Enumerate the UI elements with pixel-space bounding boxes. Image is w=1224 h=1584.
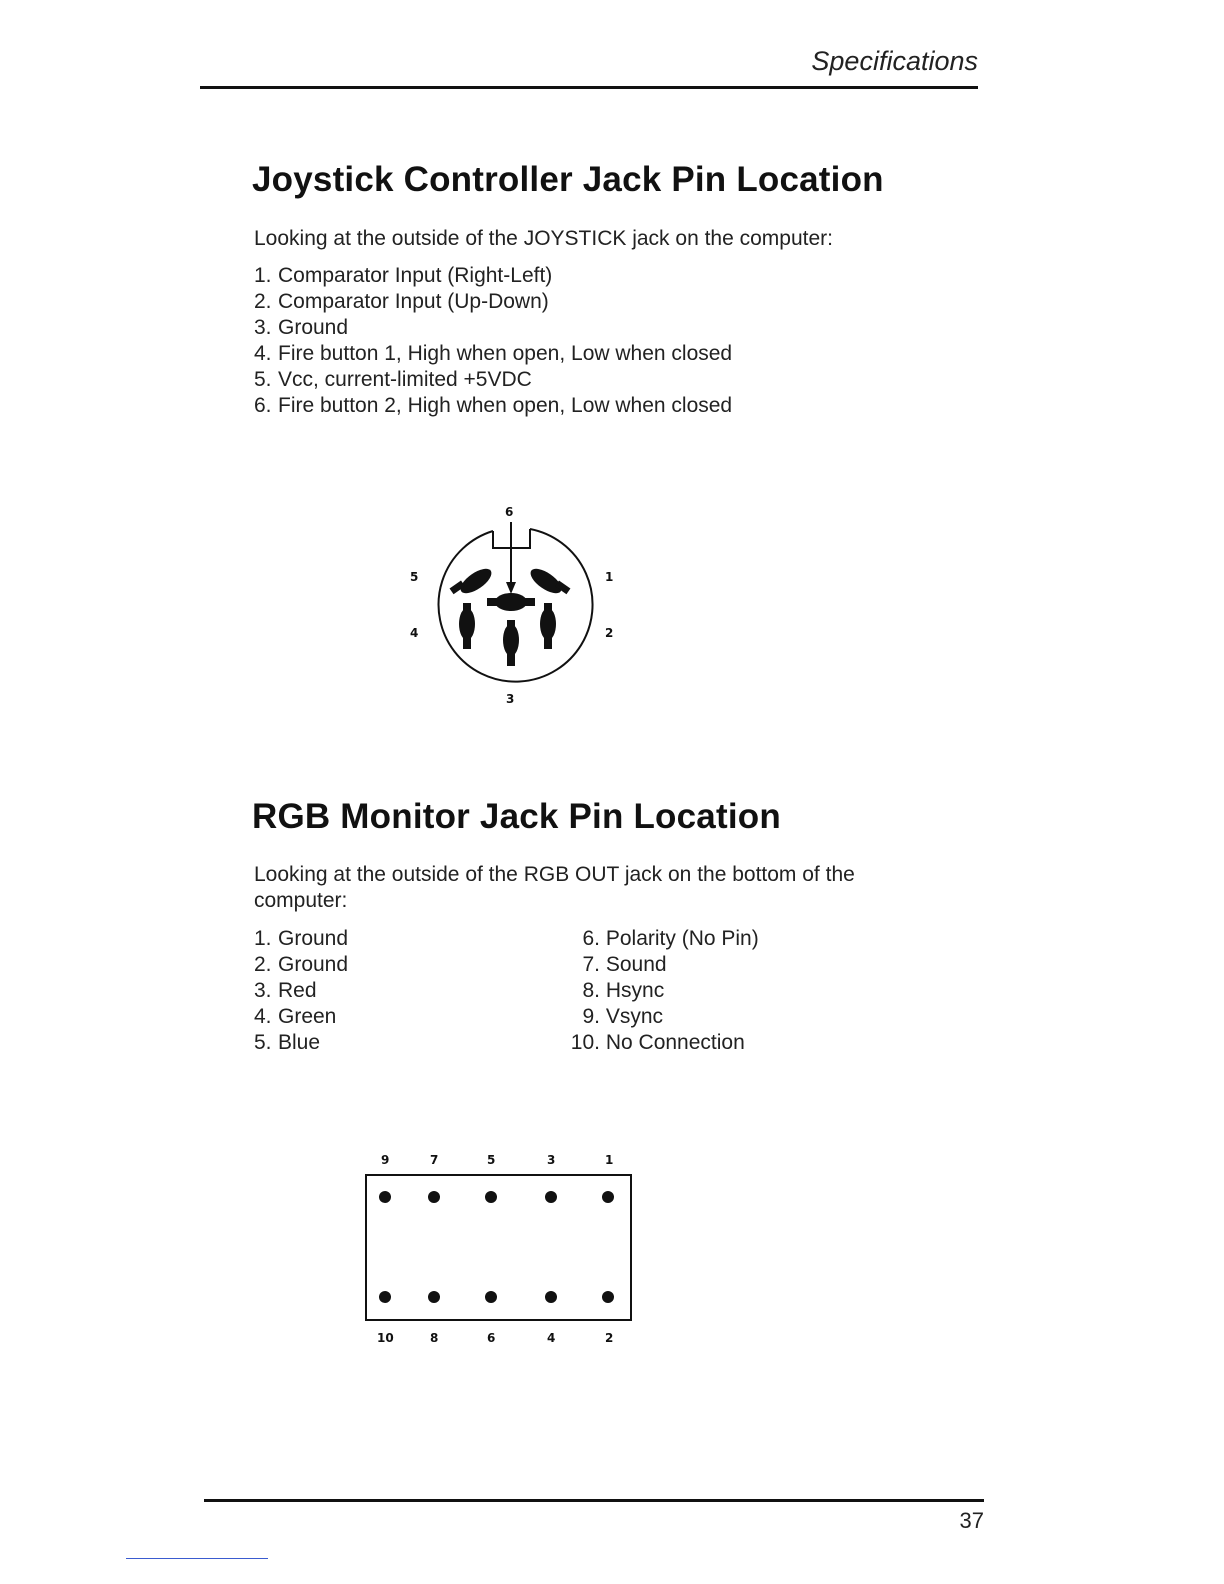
joystick-section-title: Joystick Controller Jack Pin Location (252, 160, 884, 199)
list-item-text: Fire button 2, High when open, Low when closed (278, 394, 733, 417)
joystick-pin-label-1: 1 (605, 570, 614, 584)
list-item-text: Blue (278, 1031, 321, 1054)
list-item-number: 8. (582, 979, 600, 1002)
list-item-number: 5. (254, 368, 272, 391)
rgb-pin-label-10: 10 (377, 1331, 394, 1345)
list-item-number: 2. (254, 953, 272, 976)
running-head: Specifications (811, 46, 978, 76)
joystick-pin-label-6: 6 (505, 505, 514, 519)
list-item-text: Red (278, 979, 317, 1002)
list-item-text: Fire button 1, High when open, Low when closed (278, 342, 733, 365)
pin-7-contact (428, 1191, 440, 1203)
rgb-pin-label-9: 9 (381, 1153, 390, 1167)
pin-6-contact (485, 1291, 497, 1303)
pin-5-contact (485, 1191, 497, 1203)
list-item-number: 10. (570, 1031, 600, 1054)
rgb-pin-label-5: 5 (487, 1153, 496, 1167)
list-item-number: 1. (254, 927, 272, 950)
rgb-pin-label-4: 4 (547, 1331, 556, 1345)
joystick-pin-label-4: 4 (410, 626, 419, 640)
joystick-pin-label-2: 2 (605, 626, 614, 640)
rgb-pin-label-3: 3 (547, 1153, 556, 1167)
rgb-section-title: RGB Monitor Jack Pin Location (252, 797, 781, 836)
list-item-number: 3. (254, 979, 272, 1002)
pin-1-contact (602, 1191, 614, 1203)
list-item-text: Ground (278, 927, 349, 950)
list-item-text: Polarity (No Pin) (605, 927, 759, 950)
pin-10-contact (379, 1291, 391, 1303)
list-item-text: Vcc, current-limited +5VDC (278, 368, 532, 391)
list-item-number: 2. (254, 290, 272, 313)
list-item-text: Comparator Input (Up-Down) (278, 290, 549, 313)
rgb-pin-label-1: 1 (605, 1153, 614, 1167)
footer-link-underline (126, 1558, 268, 1559)
list-item-number: 4. (254, 1005, 272, 1028)
footer-rule (204, 1499, 984, 1502)
list-item-number: 7. (582, 953, 600, 976)
rgb-pin-label-6: 6 (487, 1331, 496, 1345)
rgb-connector-outline (366, 1175, 631, 1320)
pin-9-contact (379, 1191, 391, 1203)
rgb-pin-label-2: 2 (605, 1331, 614, 1345)
list-item-text: Hsync (605, 979, 665, 1002)
list-item-text: Ground (278, 316, 349, 339)
list-item-text: No Connection (605, 1031, 745, 1054)
list-item-number: 9. (582, 1005, 600, 1028)
list-item-text: Green (278, 1005, 337, 1028)
rgb-intro: Looking at the outside of the RGB OUT jack on the bottom of the computer: (254, 863, 855, 912)
pin-8-contact (428, 1291, 440, 1303)
joystick-intro: Looking at the outside of the JOYSTICK jack on the computer: (254, 227, 833, 250)
list-item-number: 6. (254, 394, 272, 417)
list-item-text: Comparator Input (Right-Left) (278, 264, 553, 287)
list-item-number: 1. (254, 264, 272, 287)
list-item-number: 5. (254, 1031, 272, 1054)
pin-4-contact (545, 1291, 557, 1303)
list-item-text: Ground (278, 953, 349, 976)
pin-2-contact (602, 1291, 614, 1303)
list-item-text: Vsync (605, 1005, 664, 1028)
rgb-pin-label-8: 8 (430, 1331, 439, 1345)
pin-3-contact (545, 1191, 557, 1203)
list-item-number: 3. (254, 316, 272, 339)
list-item-text: Sound (605, 953, 667, 976)
list-item-number: 4. (254, 342, 272, 365)
rgb-pin-label-7: 7 (430, 1153, 439, 1167)
joystick-pin-label-3: 3 (506, 692, 515, 706)
list-item-number: 6. (582, 927, 600, 950)
joystick-pin-label-5: 5 (410, 570, 419, 584)
page-number: 37 (959, 1508, 984, 1533)
